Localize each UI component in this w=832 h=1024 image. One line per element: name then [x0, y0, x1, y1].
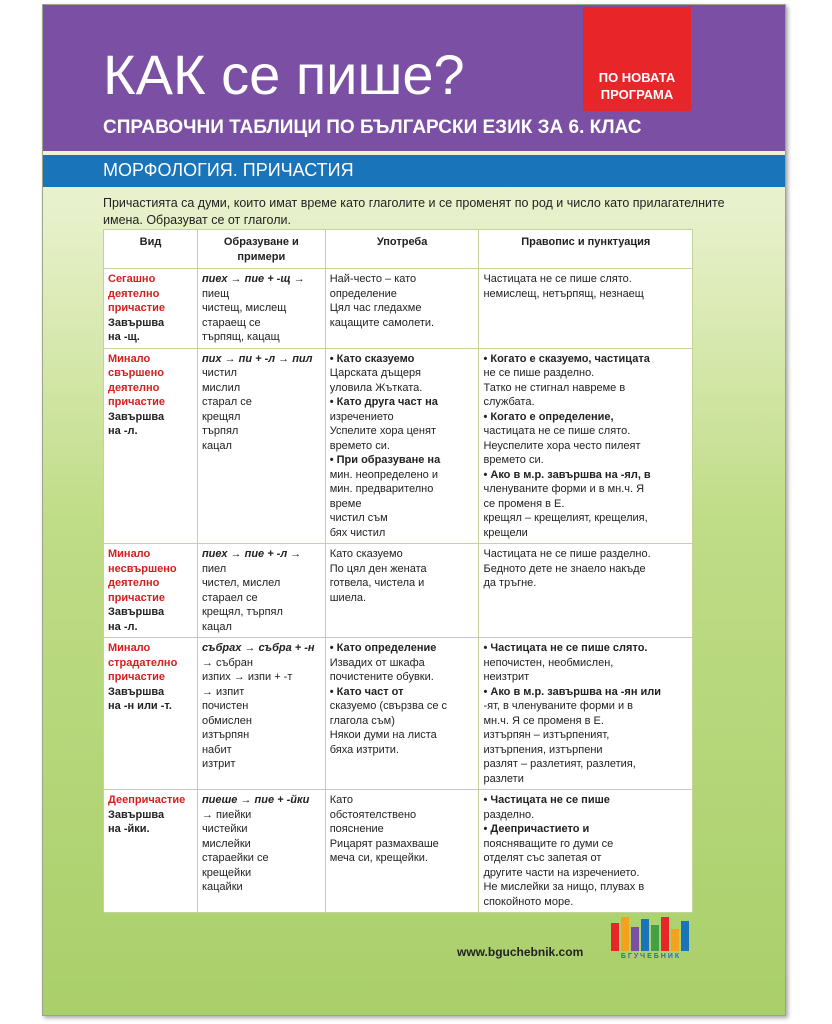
- cell-formation-line: пиел: [201, 562, 227, 575]
- cell-usage-line: кацащите самолети.: [329, 316, 435, 329]
- cell-spelling-line: спокойното море.: [483, 895, 574, 908]
- cell-formation-line: крещял: [201, 410, 241, 423]
- cell-formation: [197, 638, 325, 790]
- table-body: [104, 269, 693, 913]
- cell-spelling-line: членуваните форми и в мн.ч. Я: [483, 483, 645, 495]
- cell-spelling-line: не се пише разделно.: [483, 367, 595, 379]
- cell-kind-line: Завършва: [108, 316, 165, 329]
- page-subtitle: СПРАВОЧНИ ТАБЛИЦИ ПО БЪЛГАРСКИ ЕЗИК ЗА 6. КЛАС: [103, 117, 642, 138]
- cell-kind-line: на -йки.: [108, 823, 150, 835]
- cell-spelling-line: • Частицата не се пише слято.: [483, 642, 648, 654]
- table-row: [104, 790, 693, 913]
- cell-spelling-line: • Частицата не се пише: [483, 794, 610, 806]
- badge-line-1: ПО НОВАТА: [598, 70, 676, 85]
- cell-formation-line: пиещ: [201, 287, 230, 300]
- cell-spelling-line: Не мислейки за нищо, плувах в: [483, 881, 645, 893]
- publisher-logo: [611, 917, 691, 971]
- cell-usage-line: чистил съм: [329, 512, 388, 524]
- cell-kind-line: Минало: [108, 548, 151, 560]
- cell-formation-line: чистил: [201, 367, 237, 379]
- cell-formation-line: → изпит: [201, 685, 245, 698]
- cell-kind-line: свършено: [108, 367, 164, 379]
- cell-kind-line: причастие: [108, 396, 166, 408]
- cell-usage-line: Някои думи на листа: [329, 729, 437, 741]
- cell-formation-line: кацал: [201, 439, 232, 452]
- cell-formation-line: пиех → пие + -щ →: [201, 273, 305, 285]
- table-row: [104, 269, 693, 349]
- cell-usage-line: мин. предварително: [329, 483, 434, 495]
- cell-spelling-line: • Деепричастието и: [483, 823, 590, 835]
- book-cover: [42, 4, 786, 1016]
- cell-usage: [325, 544, 479, 638]
- page-title: КАК се пише?: [103, 43, 465, 106]
- cell-usage-line: По цял ден жената: [329, 562, 427, 575]
- cell-spelling-line: Частицата не се пише разделно.: [483, 548, 651, 560]
- table-row: [104, 638, 693, 790]
- cell-formation: [197, 348, 325, 544]
- cell-kind: [104, 638, 198, 790]
- cell-kind: [104, 348, 198, 544]
- cell-usage-line: Като: [329, 794, 354, 806]
- cell-usage-line: • Като друга част на: [329, 396, 438, 408]
- cell-formation-line: кацайки: [201, 881, 243, 893]
- cell-formation: [197, 544, 325, 638]
- cell-kind-line: Завършва: [108, 685, 165, 698]
- cell-kind: [104, 790, 198, 913]
- cell-usage-line: готвела, чистела и: [329, 577, 425, 589]
- cell-usage-line: Най-често – като: [329, 273, 417, 285]
- cell-kind-line: Минало: [108, 642, 151, 654]
- table-row: [104, 348, 693, 544]
- logo-text: БГУЧЕБНИК: [620, 953, 682, 960]
- cell-usage: [325, 348, 479, 544]
- cell-formation-line: → пиейки: [201, 808, 252, 821]
- cell-spelling-line: Бедното дете не знаело накъде: [483, 562, 646, 575]
- cell-kind-line: Завършва: [108, 410, 165, 423]
- cell-formation-line: стараел се: [201, 591, 258, 604]
- cell-usage-line: меча си, крещейки.: [329, 852, 428, 864]
- cell-formation-line: изтрит: [201, 758, 236, 770]
- section-title: МОРФОЛОГИЯ. ПРИЧАСТИЯ: [103, 160, 354, 180]
- cell-spelling-line: разлят – разлетият, разлетия,: [483, 758, 636, 770]
- cell-formation: [197, 269, 325, 349]
- cell-usage-line: • Като определение: [329, 642, 437, 654]
- cell-usage-line: изречението: [329, 410, 394, 423]
- cell-spelling-line: частицата не се пише слято.: [483, 425, 631, 437]
- cell-spelling: [479, 790, 693, 913]
- cell-usage-line: определение: [329, 287, 397, 300]
- cell-spelling-line: Татко не стигнал навреме в: [483, 381, 626, 394]
- cell-usage-line: уловила Жътката.: [329, 381, 423, 394]
- cell-spelling-line: • Ако в м.р. завършва на -ял, в: [483, 468, 651, 481]
- cell-formation-line: чистейки: [201, 823, 248, 835]
- cell-formation-line: обмислен: [201, 714, 252, 727]
- cell-kind-line: страдателно: [108, 656, 178, 669]
- header-spelling: Правопис и пунктуация: [479, 230, 693, 269]
- cell-kind-line: Завършва: [108, 808, 165, 821]
- cell-kind-line: причастие: [108, 671, 166, 683]
- cell-formation-line: пих → пи + -л → пил: [201, 352, 313, 365]
- cell-spelling-line: поясняващите го думи се: [483, 837, 614, 850]
- cell-spelling-line: да тръгне.: [483, 577, 537, 589]
- cell-usage-line: времето си.: [329, 439, 390, 452]
- cell-usage-line: сказуемо (свързва се с: [329, 700, 448, 712]
- cell-formation-line: стараещ се: [201, 316, 261, 329]
- cell-spelling-line: разделно.: [483, 808, 535, 821]
- cell-kind-line: на -л.: [108, 425, 138, 437]
- cell-kind-line: причастие: [108, 302, 166, 314]
- cell-usage-line: Извадих от шкафа: [329, 656, 425, 669]
- cell-usage-line: шиела.: [329, 591, 367, 604]
- cell-formation-line: мислил: [201, 381, 241, 394]
- intro-text: Причастията са думи, които имат време като глаголите и се променят по род и число като прилагателните имена. Образуват се от глаголи.: [103, 196, 725, 227]
- cell-kind: [104, 269, 198, 349]
- cell-spelling-line: времето си.: [483, 454, 544, 466]
- cell-formation-line: събрах → събра + -н: [201, 642, 315, 654]
- header-kind: Вид: [104, 230, 198, 269]
- cell-formation-line: крещял, търпял: [201, 606, 283, 618]
- cell-spelling: [479, 348, 693, 544]
- cell-formation-line: пиех → пие + -л →: [201, 548, 302, 560]
- cell-spelling-line: • Ако в м.р. завършва на -ян или: [483, 685, 662, 698]
- table-row: [104, 544, 693, 638]
- cell-spelling-line: Неуспелите хора често пилеят: [483, 439, 641, 452]
- cell-spelling-line: непочистен, необмислен,: [483, 656, 614, 669]
- cell-kind-line: на -щ.: [108, 331, 140, 343]
- cell-kind-line: на -н или -т.: [108, 700, 172, 712]
- cell-usage-line: Царската дъщеря: [329, 367, 421, 379]
- cell-kind-line: на -л.: [108, 620, 138, 633]
- cell-usage-line: мин. неопределено и: [329, 468, 438, 481]
- cell-usage-line: бях чистил: [329, 526, 386, 539]
- cell-usage-line: бяха изтрити.: [329, 743, 400, 756]
- cell-spelling-line: • Когато е сказуемо, частицата: [483, 352, 650, 365]
- cell-formation-line: изтърпян: [201, 729, 250, 741]
- cell-kind: [104, 544, 198, 638]
- cell-spelling-line: мн.ч. Я се променя в Е.: [483, 714, 604, 727]
- cell-usage: [325, 269, 479, 349]
- cell-spelling-line: службата.: [483, 396, 535, 408]
- cell-kind-line: Деепричастие: [108, 794, 186, 806]
- cell-usage: [325, 638, 479, 790]
- cell-spelling-line: изтърпения, изтърпени: [483, 743, 603, 756]
- badge-line-2: ПРОГРАМА: [600, 87, 674, 102]
- cell-formation-line: изпих → изпи + -т: [201, 671, 293, 683]
- header-usage: Употреба: [325, 230, 479, 269]
- cell-kind-line: деятелно: [108, 381, 160, 394]
- cell-kind-line: причастие: [108, 591, 166, 604]
- cell-usage-line: Рицарят размахваше: [329, 837, 439, 850]
- cell-formation-line: → събран: [201, 656, 253, 669]
- cell-spelling-line: се променя в Е.: [483, 497, 565, 510]
- cell-usage-line: • Като сказуемо: [329, 352, 415, 365]
- books-logo-icon: [611, 917, 689, 951]
- cell-kind-line: несвършено: [108, 562, 177, 575]
- cell-spelling-line: крещял – крещелият, крещелия,: [483, 512, 648, 524]
- cell-usage-line: • Като част от: [329, 685, 404, 698]
- cell-usage-line: Цял час гледахме: [329, 302, 422, 314]
- cell-spelling: [479, 638, 693, 790]
- new-program-badge: [583, 7, 691, 111]
- cell-kind-line: Минало: [108, 352, 151, 365]
- cell-spelling-line: немислещ, нетърпящ, незнаещ: [483, 287, 644, 300]
- cell-formation-line: почистен: [201, 700, 249, 712]
- cell-spelling-line: Частицата не се пише слято.: [483, 273, 632, 285]
- cell-usage: [325, 790, 479, 913]
- cell-spelling-line: крещели: [483, 526, 528, 539]
- cell-kind-line: Сегашно: [108, 273, 156, 285]
- cell-spelling-line: отделят със запетая от: [483, 852, 602, 864]
- header-band: [43, 5, 786, 151]
- cell-formation-line: търпял: [201, 425, 239, 437]
- cell-spelling-line: -ят, в членуваните форми и в: [483, 700, 633, 712]
- cell-usage-line: Успелите хора ценят: [329, 425, 436, 437]
- cell-spelling-line: неизтрит: [483, 671, 530, 683]
- cell-usage-line: пояснение: [329, 823, 384, 835]
- cell-kind-line: деятелно: [108, 577, 160, 589]
- cell-formation-line: кацал: [201, 620, 232, 633]
- cell-spelling-line: разлети: [483, 772, 524, 785]
- cell-kind-line: Завършва: [108, 606, 165, 618]
- cell-formation-line: чистел, мислел: [201, 577, 281, 589]
- cell-spelling-line: изтърпян – изтърпеният,: [483, 729, 610, 741]
- cell-kind-line: деятелно: [108, 287, 160, 300]
- cell-usage-line: почистените обувки.: [329, 671, 434, 683]
- participles-table: [103, 229, 693, 913]
- cell-spelling-line: • Когато е определение,: [483, 410, 614, 423]
- cell-formation-line: чистещ, мислещ: [201, 302, 287, 314]
- website-url: www.bguchebnik.com: [457, 945, 584, 959]
- cell-usage-line: обстоятелствено: [329, 808, 417, 821]
- cell-formation-line: старал се: [201, 396, 252, 408]
- cell-formation-line: търпящ, кацащ: [201, 331, 280, 343]
- cell-formation-line: набит: [201, 743, 232, 756]
- table-header-row: [104, 230, 693, 269]
- cell-formation-line: пиеше → пие + -йки: [201, 794, 310, 806]
- cell-usage-line: глагола съм): [329, 714, 395, 727]
- cell-usage-line: време: [329, 497, 362, 510]
- cell-usage-line: • При образуване на: [329, 454, 441, 466]
- cell-formation-line: мислейки: [201, 837, 251, 850]
- section-bar: [43, 155, 786, 187]
- cell-spelling-line: другите части на изречението.: [483, 866, 640, 879]
- cell-formation: [197, 790, 325, 913]
- cell-formation-line: крещейки: [201, 866, 252, 879]
- cell-formation-line: стараейки се: [201, 852, 269, 864]
- cell-spelling: [479, 544, 693, 638]
- header-formation: Образуване и примери: [197, 230, 325, 269]
- cell-spelling: [479, 269, 693, 349]
- cell-usage-line: Като сказуемо: [329, 548, 403, 560]
